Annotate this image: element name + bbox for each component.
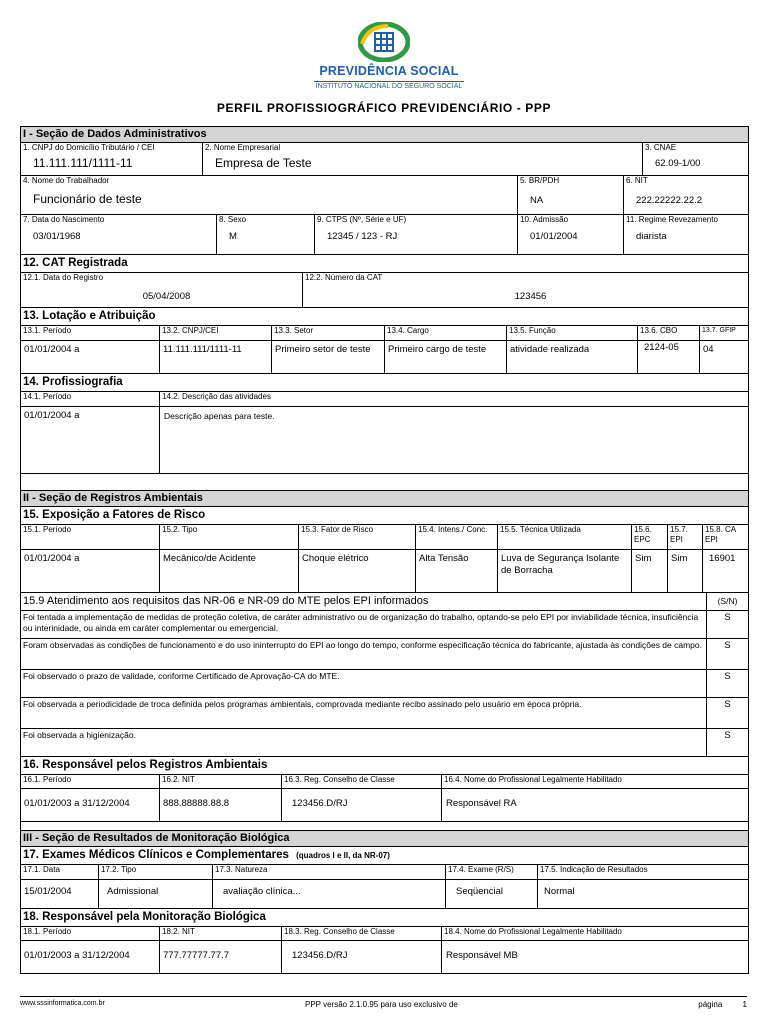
row-worker	[21, 176, 748, 215]
nr-requirements-title: 15.9 Atendimento aos requisitos das NR-06 e NR-09 do MTE pelos EPI informados	[21, 593, 707, 610]
t17-result: Normal	[544, 886, 575, 897]
nr-requirement-text: Foram observadas as condições de funcionamento e do uso ininterrupto do EPI ao longo do tempo, conforme especificação técnica do fabricante, ajustada às condições de campo.	[21, 639, 707, 669]
ppp-form	[20, 126, 749, 974]
t14-period: 01/01/2004 a	[21, 407, 160, 473]
sex-cell	[217, 215, 315, 254]
t15-epi: Sim	[668, 550, 703, 592]
previdencia-logo	[310, 22, 463, 102]
br-pdh-value: NA	[530, 195, 544, 206]
table-13-header	[21, 326, 748, 341]
nr-requirement-answer: S	[724, 730, 731, 741]
worker-label: 4. Nome do Trabalhador	[23, 176, 110, 185]
t15-technique: Luva de Segurança Isolante de Borracha	[498, 550, 632, 592]
table-18-row	[21, 941, 748, 973]
table-13-col-7: 13.7. GFIP	[702, 327, 736, 334]
table-16-col-2: 16.2. NIT	[160, 775, 282, 788]
table-15-col-3: 15.3. Fator de Risco	[299, 525, 416, 549]
nr-requirement-answer: S	[724, 671, 731, 682]
ctps-label: 9. CTPS (Nº, Série e UF)	[317, 215, 407, 224]
t17-nature: avaliação clínica...	[213, 880, 446, 908]
t15-intensity: Alta Tensão	[416, 550, 498, 592]
footer-version: PPP versão 2.1.0.95 para uso exclusivo de	[305, 1000, 458, 1009]
t13-cargo: Primeiro cargo de teste	[385, 341, 507, 373]
nr-requirement-text: Foi tentada a implementação de medidas de proteção coletiva, de caráter administrativo ou de organização do trabalho, optando-se pelo EPI por inviabilidade técnica, insuficiência ou interinidade, ou ainda em caráter complementar ou emergencial.	[21, 611, 707, 638]
table-17-col-5: 17.5. Indicação de Resultados	[540, 865, 648, 874]
table-13-col-5: 13.5. Função	[507, 326, 638, 340]
section-14-title: 14. Profissiografia	[21, 374, 748, 392]
table-14-col-2: 14.2. Descrição das atividades	[162, 392, 271, 401]
section-18-title: 18. Responsável pela Monitoração Biológica	[21, 909, 748, 927]
section-spacer	[21, 474, 748, 491]
section-13-title: 13. Lotação e Atribuição	[21, 308, 748, 326]
table-18-col-1: 18.1. Período	[21, 927, 160, 940]
table-13-col-4: 13.4. Cargo	[385, 326, 507, 340]
cnae-value: 62.09-1/00	[655, 158, 701, 169]
table-15-col-2: 15.2. Tipo	[160, 525, 299, 549]
cat-date-value: 05/04/2008	[142, 291, 191, 302]
table-18-col-3: 18.3. Reg. Conselho de Classe	[282, 927, 442, 940]
section-spacer	[21, 822, 748, 831]
t15-epc: Sim	[632, 550, 668, 592]
nit-value: 222.22222.22.2	[636, 195, 703, 206]
cat-number-label: 12.2. Número da CAT	[305, 273, 383, 282]
cat-number-cell	[303, 273, 748, 307]
table-15-header	[21, 525, 748, 550]
table-14-col-1: 14.1. Período	[21, 392, 160, 406]
brand-name: PREVIDÊNCIA SOCIAL	[319, 64, 459, 78]
t15-risk: Choque elétrico	[299, 550, 416, 592]
cat-date-label: 12.1. Data do Registro	[23, 273, 104, 282]
regime-label: 11. Regime Revezamento	[626, 215, 718, 224]
table-17-col-4: 17.4. Exame (R/S)	[446, 865, 538, 879]
t17-type: Admissional	[99, 880, 213, 908]
cnpj-cell	[21, 143, 203, 175]
t13-period: 01/01/2004 a	[21, 341, 160, 373]
nr-requirement-text: Foi observado o prazo de validade, conforme Certificado de Aprovação-CA do MTE.	[21, 670, 707, 697]
t13-funcao: atividade realizada	[507, 341, 638, 373]
t13-setor: Primeiro setor de teste	[272, 341, 385, 373]
t14-description: Descrição apenas para teste.	[164, 411, 275, 421]
t15-period: 01/01/2004 a	[21, 550, 160, 592]
company-name-cell	[203, 143, 643, 175]
table-18-col-4: 18.4. Nome do Profissional Legalmente Habilitado	[444, 927, 622, 936]
t18-period: 01/01/2003 a 31/12/2004	[21, 941, 160, 973]
table-16-row	[21, 789, 748, 822]
table-15-row	[21, 550, 748, 593]
t16-period: 01/01/2003 a 31/12/2004	[21, 789, 160, 821]
nr-requirement-row	[21, 729, 748, 757]
birth-value: 03/01/1968	[33, 231, 81, 242]
nr-requirement-row	[21, 611, 748, 639]
t18-council: 123456.D/RJ	[282, 941, 442, 973]
table-17-col-2: 17.2. Tipo	[99, 865, 213, 879]
table-13-row	[21, 341, 748, 374]
section-15-title: 15. Exposição a Fatores de Risco	[21, 507, 748, 525]
table-18-col-2: 18.2. NIT	[160, 927, 282, 940]
t17-exam: Seqüencial	[446, 880, 538, 908]
nr-requirement-answer: S	[724, 640, 731, 651]
t13-cnpj: 11.111.111/1111-11	[160, 341, 272, 373]
worker-value: Funcionário de teste	[33, 192, 142, 206]
t18-nit: 777.77777.77.7	[160, 941, 282, 973]
sex-label: 8. Sexo	[219, 215, 247, 224]
t18-professional: Responsável MB	[446, 950, 518, 961]
nr-requirement-answer: S	[724, 699, 731, 710]
table-13-col-1: 13.1. Período	[21, 326, 160, 340]
section-17-title-text: 17. Exames Médicos Clínicos e Complementares	[23, 849, 289, 861]
t15-type: Mecânico/de Acidente	[160, 550, 299, 592]
regime-value: diarista	[636, 231, 667, 242]
t15-ca-epi: 16901	[709, 553, 736, 564]
footer-page	[698, 1000, 747, 1009]
nr-requirements-header	[21, 593, 748, 611]
ctps-cell	[315, 215, 518, 254]
nr-requirement-row	[21, 670, 748, 698]
t16-professional: Responsável RA	[446, 798, 517, 809]
t16-nit: 888.88888.88.8	[160, 789, 282, 821]
row-company	[21, 143, 748, 176]
t16-council: 123456.D/RJ	[282, 789, 442, 821]
nr-requirement-row	[21, 698, 748, 729]
nr-requirements-sn: (S/N)	[717, 596, 738, 606]
table-16-col-1: 16.1. Período	[21, 775, 160, 788]
birth-cell	[21, 215, 217, 254]
br-pdh-cell	[518, 176, 624, 214]
table-15-col-4: 15.4. Intens./ Conc.	[416, 525, 498, 549]
nit-label: 6. NIT	[626, 176, 648, 185]
footer-page-number: 1	[742, 1000, 747, 1009]
nr-requirement-answer: S	[724, 612, 731, 623]
sex-value: M	[229, 231, 237, 242]
table-14-header	[21, 392, 748, 407]
section-2-title: II - Seção de Registros Ambientais	[21, 491, 748, 507]
table-13-col-6: 13.6. CBO	[638, 326, 700, 340]
birth-label: 7. Data do Nascimento	[23, 215, 105, 224]
previdencia-emblem-icon	[358, 22, 410, 62]
nr-requirement-text: Foi observada a higienização.	[21, 729, 707, 756]
ctps-value: 12345 / 123 - RJ	[327, 231, 398, 242]
table-18-header	[21, 927, 748, 941]
section-1-title: I - Seção de Dados Administrativos	[21, 127, 748, 143]
cnpj-label: 1. CNPJ do Domicílio Tributário / CEI	[23, 143, 155, 152]
cnae-label: 3. CNAE	[645, 143, 677, 152]
company-name-label: 2. Nome Empresarial	[205, 143, 281, 152]
section-17-title	[21, 847, 748, 865]
worker-cell	[21, 176, 518, 214]
table-16-col-4: 16.4. Nome do Profissional Legalmente Habilitado	[444, 775, 622, 784]
brand-subtitle: INSTITUTO NACIONAL DO SEGURO SOCIAL	[315, 83, 463, 90]
row-personal	[21, 215, 748, 255]
admission-value: 01/01/2004	[530, 231, 578, 242]
table-17-row	[21, 880, 748, 909]
t13-gfip: 04	[703, 344, 714, 355]
table-15-col-5: 15.5. Técnica Utilizada	[498, 525, 632, 549]
table-17-col-3: 17.3. Natureza	[213, 865, 446, 879]
footer-page-label: página	[698, 1000, 723, 1009]
regime-cell	[624, 215, 748, 254]
t17-date: 15/01/2004	[21, 880, 99, 908]
cnae-cell	[643, 143, 748, 175]
cat-number-value: 123456	[514, 291, 547, 302]
page-footer	[20, 996, 747, 1009]
nit-cell	[624, 176, 748, 214]
admission-label: 10. Admissão	[520, 215, 569, 224]
row-cat	[21, 273, 748, 308]
company-name-value: Empresa de Teste	[215, 156, 312, 170]
table-17-header	[21, 865, 748, 880]
table-16-header	[21, 775, 748, 789]
table-13-col-2: 13.2. CNPJ/CEI	[160, 326, 272, 340]
cnpj-value: 11.111.111/1111-11	[33, 156, 133, 170]
footer-site-link[interactable]: www.sssinformatica.com.br	[20, 1000, 105, 1007]
br-pdh-label: 5. BR/PDH	[520, 176, 560, 185]
section-17-note: (quadros I e II, da NR-07)	[296, 851, 390, 860]
table-13-col-3: 13.3. Setor	[272, 326, 385, 340]
cat-date-cell	[21, 273, 303, 307]
t13-cbo: 2124-05	[638, 341, 700, 373]
admission-cell	[518, 215, 624, 254]
table-15-col-7: 15.7. EPI	[668, 525, 703, 549]
section-12-title: 12. CAT Registrada	[21, 255, 748, 273]
table-14-row	[21, 407, 748, 474]
table-15-col-6: 15.6. EPC	[632, 525, 668, 549]
table-15-col-1: 15.1. Período	[21, 525, 160, 549]
table-17-col-1: 17.1. Data	[21, 865, 99, 879]
table-15-col-8: 15.8. CA EPI	[705, 525, 736, 544]
table-16-col-3: 16.3. Reg. Conselho de Classe	[282, 775, 442, 788]
document-title: PERFIL PROFISSIOGRÁFICO PREVIDENCIÁRIO - PPP	[216, 101, 552, 115]
nr-requirement-row	[21, 639, 748, 670]
section-16-title: 16. Responsável pelos Registros Ambientais	[21, 757, 748, 775]
nr-requirement-text: Foi observada a periodicidade de troca definida pelos programas ambientais, comprovada mediante recibo assinado pelo usuário em época própria.	[21, 698, 707, 728]
section-3-title: III - Seção de Resultados de Monitoração Biológica	[21, 831, 748, 847]
